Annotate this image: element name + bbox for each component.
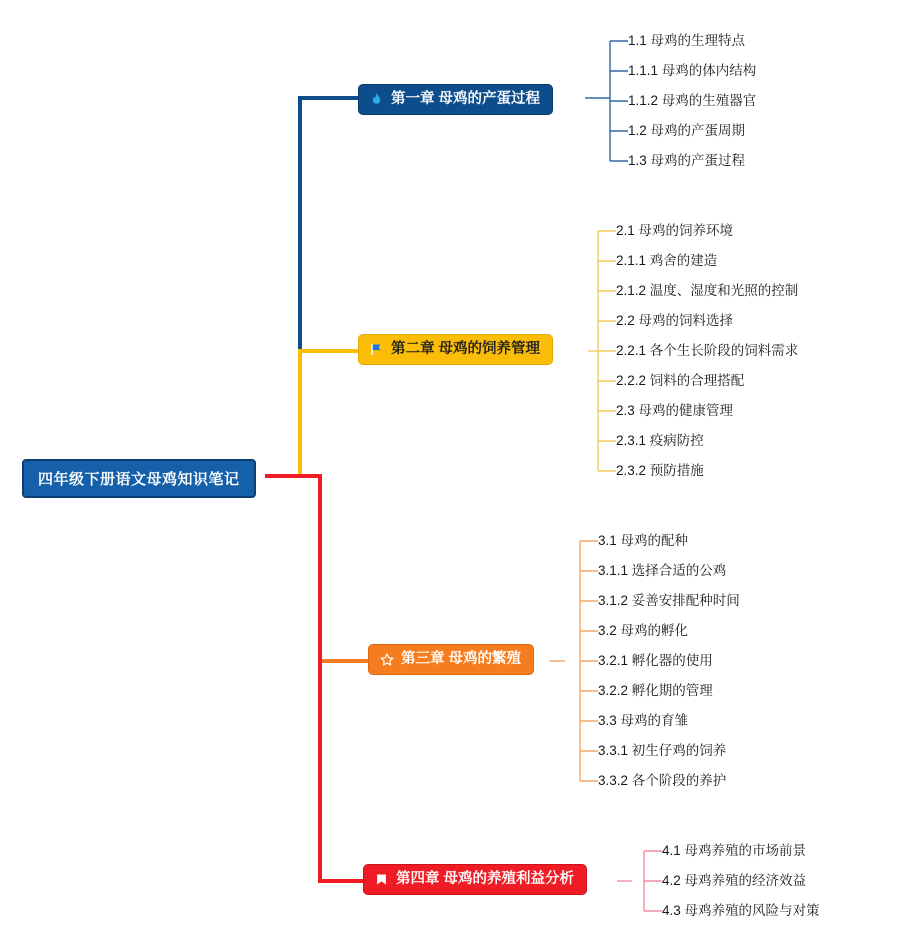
flame-icon: [368, 91, 385, 108]
chapter-label-3: 第三章 母鸡的繁殖: [401, 650, 522, 667]
leaf-2-7[interactable]: 2.3 母鸡的健康管理: [616, 403, 734, 418]
leaf-3-1[interactable]: 3.1 母鸡的配种: [598, 533, 689, 548]
leaf-4-3[interactable]: 4.3 母鸡养殖的风险与对策: [662, 903, 820, 918]
chapter-node-1[interactable]: [358, 84, 553, 115]
root-label: 四年级下册语文母鸡知识笔记: [38, 471, 240, 488]
leaf-3-8[interactable]: 3.3.1 初生仔鸡的饲养: [598, 743, 727, 758]
leaf-3-5[interactable]: 3.2.1 孵化器的使用: [598, 653, 713, 668]
leaf-2-9[interactable]: 2.3.2 预防措施: [616, 463, 704, 478]
chapter-node-3[interactable]: [368, 644, 534, 675]
bookmark-icon: [373, 871, 390, 888]
flag-icon: [368, 341, 385, 358]
leaf-2-4[interactable]: 2.2 母鸡的饲料选择: [616, 313, 734, 328]
leaf-1-2[interactable]: 1.1.1 母鸡的体内结构: [628, 63, 757, 78]
leaf-2-8[interactable]: 2.3.1 疫病防控: [616, 433, 704, 448]
leaf-4-1[interactable]: 4.1 母鸡养殖的市场前景: [662, 843, 807, 858]
leaf-1-5[interactable]: 1.3 母鸡的产蛋过程: [628, 153, 746, 168]
leaf-1-1[interactable]: 1.1 母鸡的生理特点: [628, 33, 746, 48]
chapter-label-1: 第一章 母鸡的产蛋过程: [391, 90, 541, 107]
leaf-1-4[interactable]: 1.2 母鸡的产蛋周期: [628, 123, 746, 138]
chapter-node-2[interactable]: [358, 334, 553, 365]
leaf-2-5[interactable]: 2.2.1 各个生长阶段的饲料需求: [616, 343, 799, 358]
leaf-2-3[interactable]: 2.1.2 温度、湿度和光照的控制: [616, 283, 799, 298]
leaf-3-2[interactable]: 3.1.1 选择合适的公鸡: [598, 563, 727, 578]
leaf-2-2[interactable]: 2.1.1 鸡舍的建造: [616, 253, 718, 268]
leaf-3-6[interactable]: 3.2.2 孵化期的管理: [598, 683, 713, 698]
star-icon: [378, 651, 395, 668]
leaf-3-4[interactable]: 3.2 母鸡的孵化: [598, 623, 689, 638]
leaf-3-7[interactable]: 3.3 母鸡的育雏: [598, 713, 689, 728]
root-node[interactable]: [22, 459, 256, 498]
chapter-label-2: 第二章 母鸡的饲养管理: [391, 340, 541, 357]
leaf-4-2[interactable]: 4.2 母鸡养殖的经济效益: [662, 873, 807, 888]
chapter-label-4: 第四章 母鸡的养殖利益分析: [396, 870, 575, 887]
leaf-3-3[interactable]: 3.1.2 妥善安排配种时间: [598, 593, 740, 608]
leaf-2-1[interactable]: 2.1 母鸡的饲养环境: [616, 223, 734, 238]
chapter-node-4[interactable]: [363, 864, 587, 895]
leaf-1-3[interactable]: 1.1.2 母鸡的生殖器官: [628, 93, 757, 108]
leaf-3-9[interactable]: 3.3.2 各个阶段的养护: [598, 773, 727, 788]
leaf-2-6[interactable]: 2.2.2 饲料的合理搭配: [616, 373, 745, 388]
